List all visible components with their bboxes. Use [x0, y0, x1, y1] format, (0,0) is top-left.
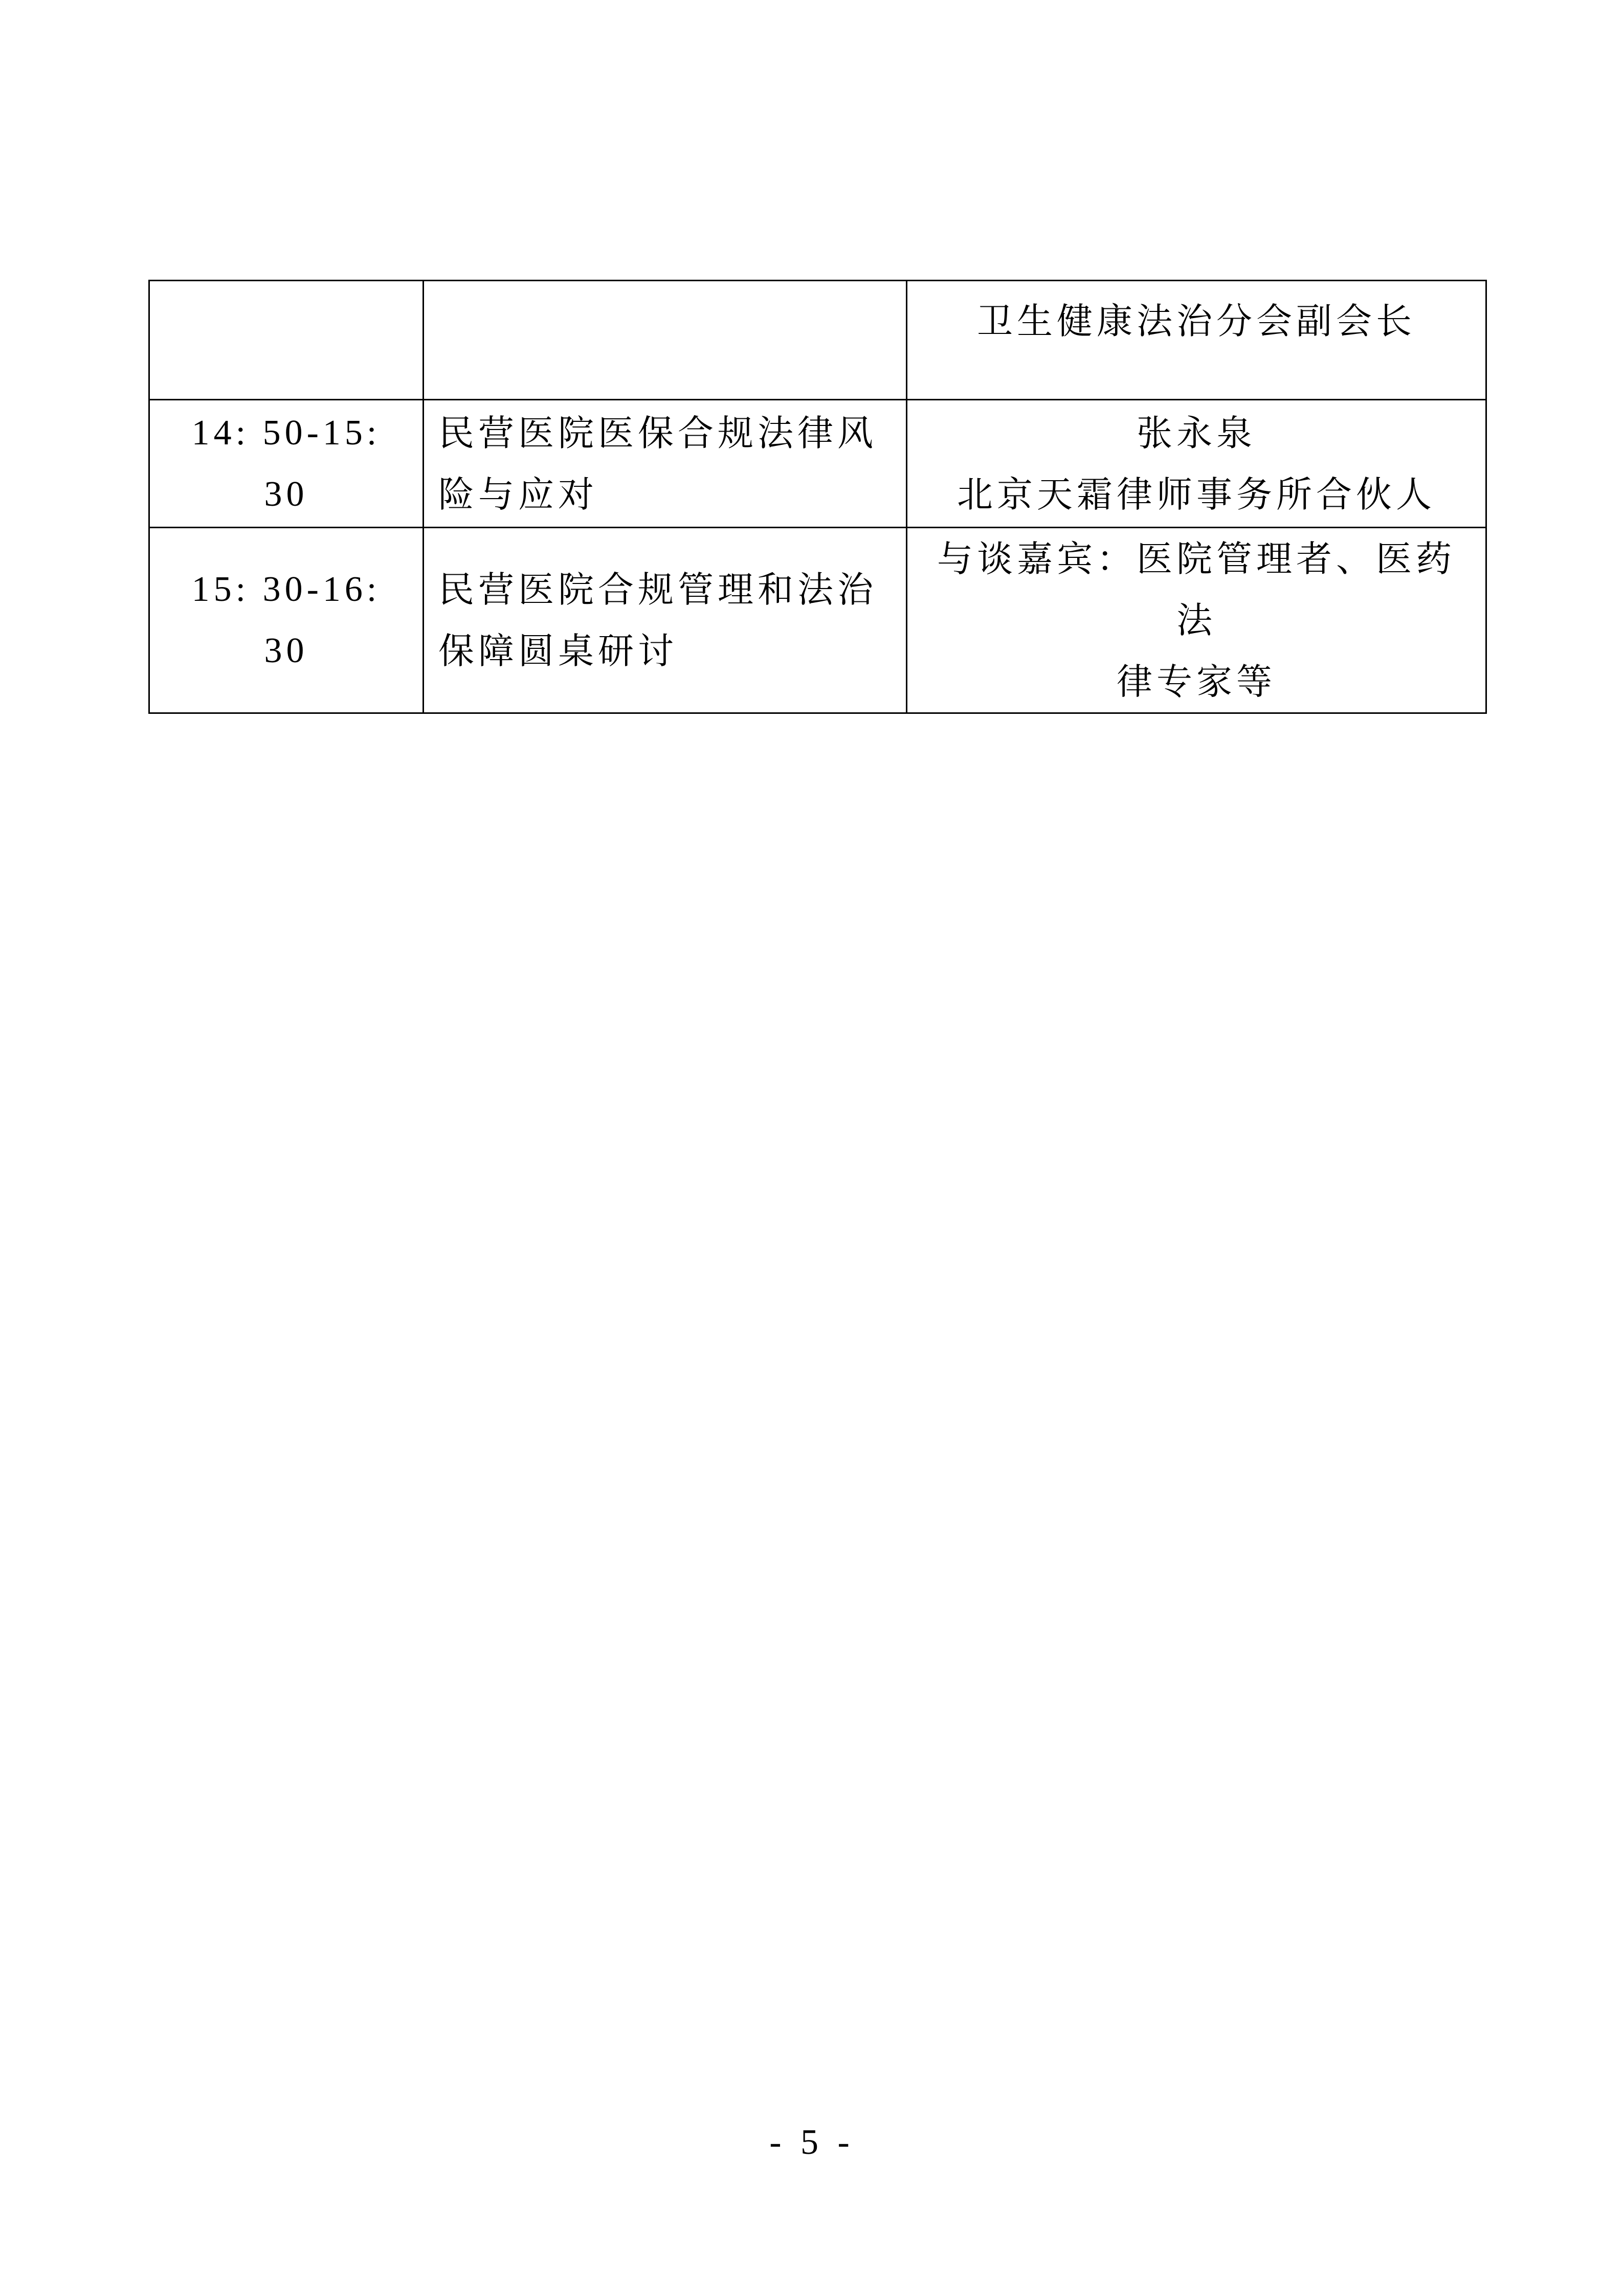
table-row	[149, 400, 1486, 528]
speaker-line: 北京天霜律师事务所合伙人	[957, 473, 1436, 515]
speaker-cell	[907, 281, 1486, 400]
time-cell	[149, 281, 424, 400]
topic-line: 险与应对	[438, 473, 598, 515]
schedule-table	[148, 280, 1487, 714]
topic-line: 保障圆桌研讨	[438, 630, 678, 672]
table-row	[149, 281, 1486, 400]
time-cell: 15: 30-16: 30	[149, 528, 424, 713]
speaker-line: 张永泉	[1137, 412, 1256, 454]
time-cell: 14: 50-15: 30	[149, 400, 424, 528]
speaker-cell	[907, 528, 1486, 713]
speaker-line: 卫生健康法治分会副会长	[977, 300, 1416, 342]
topic-cell	[424, 281, 907, 400]
table-row	[149, 528, 1486, 713]
speaker-line: 律专家等	[1117, 661, 1276, 703]
speaker-cell	[907, 400, 1486, 528]
speaker-line: 与谈嘉宾：医院管理者、医药法	[937, 538, 1456, 641]
topic-line: 民营医院医保合规法律风	[438, 412, 877, 454]
topic-cell	[424, 528, 907, 713]
page-number: - 5 -	[769, 2123, 855, 2162]
topic-cell	[424, 400, 907, 528]
topic-line: 民营医院合规管理和法治	[438, 569, 877, 611]
